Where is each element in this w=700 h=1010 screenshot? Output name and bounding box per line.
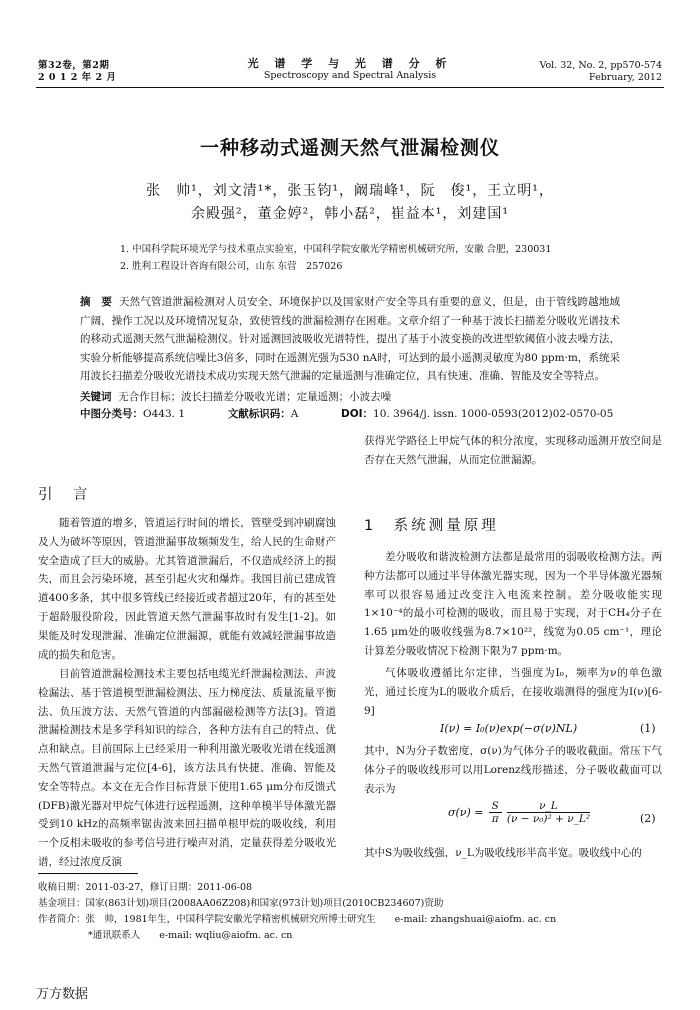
affiliation-2: 2. 胜利工程设计咨询有限公司，山东 东营 257026 bbox=[120, 261, 343, 272]
footnote-received: 收稿日期：2011-03-27，修订日期：2011-06-08 bbox=[38, 882, 253, 893]
classification bbox=[80, 406, 613, 422]
keywords-text: 无合作目标；波长扫描差分吸收光谱；定量遥测；小波去噪 bbox=[118, 391, 392, 403]
paper-title: 一种移动式遥测天然气泄漏检测仪 bbox=[199, 137, 500, 159]
footnote-corresponding: *通讯联系人 e-mail: wqliu@aiofm. ac. cn bbox=[88, 930, 293, 941]
equation-2-fraction-num: ν_L bbox=[507, 800, 590, 813]
equation-2-factor bbox=[489, 800, 502, 825]
section-1-paragraph-2: 气体吸收遵循比尔定律，当强度为I₀，频率为ν的单色激光，通过长度为L的吸收介质后，在接收端测得的强度为I(ν)[6-9] bbox=[364, 667, 662, 717]
doc-code-label: 文献标识码： bbox=[227, 408, 291, 420]
journal-name-cn: 光 谱 学 与 光 谱 分 析 bbox=[247, 57, 453, 70]
header-rule bbox=[36, 87, 664, 88]
year-month: 2 0 1 2 年 2 月 bbox=[38, 72, 117, 83]
footnote-rule bbox=[38, 873, 138, 874]
volume-issue: 第32卷，第2期 bbox=[38, 60, 110, 71]
journal-name bbox=[235, 58, 465, 82]
clc-value: O443. 1 bbox=[143, 408, 186, 420]
doi-label: DOI： bbox=[340, 408, 374, 420]
abstract bbox=[80, 293, 620, 386]
equation-2 bbox=[448, 800, 590, 825]
equation-2-fraction bbox=[507, 800, 590, 825]
equation-2-number: (2) bbox=[640, 812, 656, 825]
equation-1-number: (1) bbox=[640, 722, 656, 735]
intro-paragraph-1: 随着管道的增多，管道运行时间的增长，管壁受到冲刷腐蚀及人为破坏等原因，管道泄漏事故频频发生，给人民的生命财产安全造成了巨大的威胁。尤其管道泄漏后，不仅造成经济上的损失，而且会污染环境，甚至引起火灾和爆炸。我国目前已建成管道400多条，其中很多管线已经接近或者超过20年，有的甚至处于超龄服役阶段，因此管道天然气泄漏事故时有发生[1-2]。如果能及时发现泄漏、准确定位泄漏源，就能有效减轻泄漏事故造成的损失和危害。 bbox=[38, 517, 336, 661]
affiliation-1: 1. 中国科学院环境光学与技术重点实验室，中国科学院安徽光学精密机械研究所，安徽 合肥，230031 bbox=[120, 244, 552, 255]
equation-2-fraction-den: (ν − ν₀)² + ν_L² bbox=[506, 813, 591, 825]
abstract-label: 摘 要 bbox=[80, 296, 112, 308]
section-1-paragraph-1: 差分吸收和谐波检测方法都是最常用的弱吸收检测方法。两种方法都可以通过半导体激光器实现，因为一个半导体激光器频率可以很容易通过改变注入电流来控制。差分吸收能实现1×10⁻⁴的最小可检测的吸收，而且易于实现，对于CH₄分子在1.65 μm处的吸收线强为8.7×10²²，线宽为0.05 cm⁻¹，理论计算差分吸收情况下检测下限为7 ppm·m。 bbox=[364, 551, 662, 657]
right-paragraph-0: 获得光学路径上甲烷气体的积分浓度，实现移动遥测开放空间是否存在天然气泄漏，从而定位泄漏源。 bbox=[364, 435, 662, 466]
equation-2-lhs: σ(ν) = bbox=[448, 806, 484, 819]
watermark: 万方数据 bbox=[36, 987, 89, 1002]
footnote-funding: 基金项目：国家(863计划)项目(2008AA06Z208)和国家(973计划)项目(2010CB234607)资助 bbox=[38, 898, 444, 909]
authors-line-2: 余殿强²，董金婷²，韩小磊²，崔益本¹，刘建国¹ bbox=[190, 206, 510, 222]
section-1-paragraph-3: 其中，N为分子数密度，σ(ν)为气体分子的吸收截面。常压下气体分子的吸收线形可以用Lorenz线形描述，分子吸收截面可以表示为 bbox=[364, 745, 662, 795]
abstract-text: 天然气管道泄漏检测对人员安全、环境保护以及国家财产安全等具有重要的意义，但是，由于管线跨越地域广阔，操作工况以及环境情况复杂，致使管线的泄漏检测存在困难。文章介绍了一种基于波长扫描差分吸收光谱技术的移动式遥测天然气泄漏检测仪。针对遥测回波吸收光谱特性，提出了基于小波变换的改进型软阈值小波去噪方法，实验分析能够提高系统信噪比3倍多，同时在遥测光强为530 nA时，可达到的最小遥测灵敏度为80 ppm·m，系统采用波长扫描差分吸收光谱技术成功实现天然气泄漏的定量遥测与准确定位，具有快速、准确、智能及安全等特点。 bbox=[80, 296, 621, 382]
equation-2-factor-num: S bbox=[489, 800, 502, 813]
doc-code-value: A bbox=[290, 408, 299, 420]
journal-volume bbox=[38, 60, 116, 84]
equation-2-factor-den: π bbox=[491, 813, 499, 825]
intro-heading: 引 言 bbox=[38, 487, 91, 503]
volume-pages: Vol. 32, No. 2, pp570-574 bbox=[539, 60, 662, 71]
journal-name-en: Spectroscopy and Spectral Analysis bbox=[263, 70, 437, 81]
section-1-heading: 1 系统测量原理 bbox=[364, 518, 499, 534]
journal-citation bbox=[539, 60, 662, 84]
authors-line-1: 张 帅¹，刘文清¹*，张玉钧¹，阚瑞峰¹，阮 俊¹，王立明¹， bbox=[146, 183, 554, 199]
publication-date: February, 2012 bbox=[589, 72, 662, 83]
footnote-author-bio: 作者简介：张 帅，1981年生，中国科学院安徽光学精密机械研究所博士研究生 e-mail: zhangshuai@aiofm. ac. cn bbox=[38, 914, 557, 925]
keywords-label: 关键词 bbox=[80, 391, 112, 403]
intro-paragraph-2: 目前管道泄漏检测技术主要包括电缆光纤泄漏检测法、声波检漏法、基于管道模型泄漏检测法、压力梯度法、质量流量平衡法、负压波方法、天然气管道的内部漏磁检测等方法[3]。管道泄漏检测技术是多学科知识的综合，各种方法有自己的特点、优点和缺点。目前国际上已经采用一种利用激光吸收光谱在线遥测天然气管道泄漏与定位[4-6]，该方法具有快捷、准确、智能及安全等特点。本文在无合作目标背景下使用1.65 μm分布反馈式(DFB)激光器对甲烷气体进行远程遥测，这种单模半导体激光器受到10 kHz的高频率锯齿波来回扫描单根甲烷的吸收线，利用一个反相未吸收的参考信号进行噪声对消，定量获得差分吸收光谱，经过浓度反演 bbox=[38, 668, 336, 868]
clc-label: 中图分类号： bbox=[80, 408, 143, 420]
section-1-paragraph-4: 其中S为吸收线强，ν_L为吸收线形半高半宽。吸收线中心的 bbox=[364, 847, 642, 859]
equation-1: I(ν) = I₀(ν)exp(−σ(ν)NL) bbox=[440, 722, 578, 735]
keywords bbox=[80, 389, 391, 405]
doi-value: 10. 3964/j. issn. 1000-0593(2012)02-0570-05 bbox=[373, 408, 614, 420]
